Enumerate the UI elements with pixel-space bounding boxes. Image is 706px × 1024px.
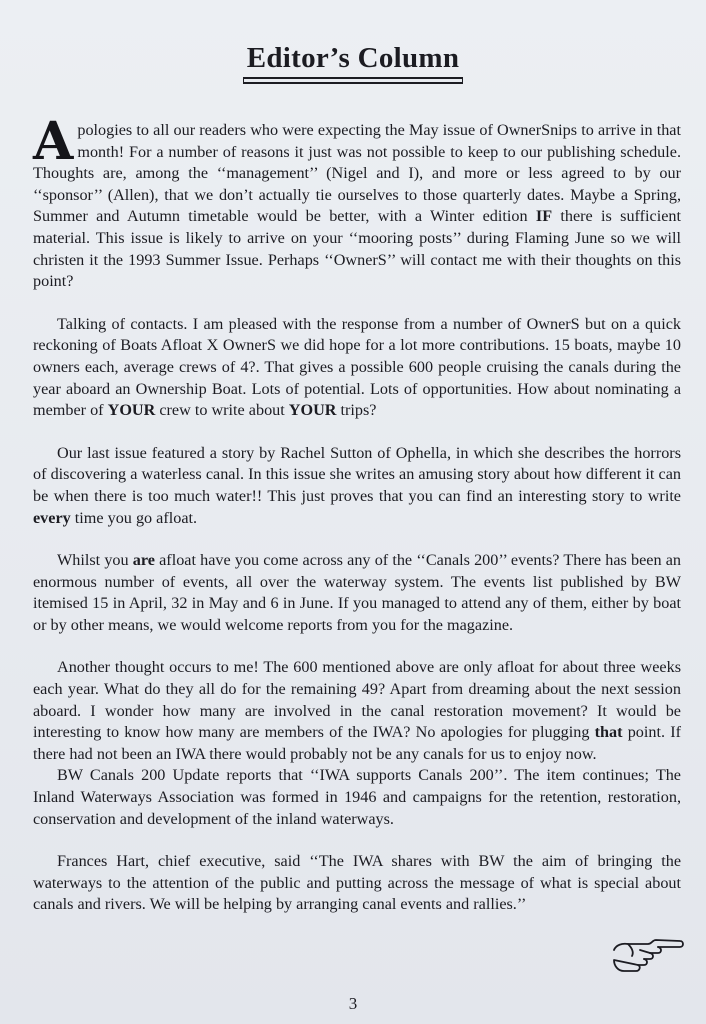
paragraph-text: crew to write about	[155, 401, 289, 420]
paragraph-text: point. If there had not been an IWA there would probably not be any canals for us to enjoy now.	[33, 723, 681, 763]
emphasis-text: YOUR	[107, 401, 156, 420]
page-number: 3	[348, 994, 358, 1013]
article-body	[33, 111, 681, 937]
pointing-hand-icon	[610, 936, 686, 976]
paragraph-text: Frances Hart, chief executive, said ‘‘The IWA shares with BW the aim of bringing the waterways to the attention of the public and putting across the message of what is special about canals and rivers. We will be helping by arranging canal events and rallies.’’	[33, 852, 681, 914]
paragraph-text: pologies to all our readers who were expecting the May issue of OwnerSnips to arrive in that month! For a number of reasons it just was not possible to keep to our publishing schedule. Thoughts are, among the ‘‘management’’ (Nigel and I), and more or less agreed to by our ‘‘sponsor’’ (Allen), that we don’t actually tie ourselves to those quarterly dates. Maybe a Spring, Summer and Autumn timetable would be better, with a Winter edition	[33, 121, 681, 226]
emphasis-text: YOUR	[288, 401, 337, 420]
paragraph-1	[33, 111, 681, 293]
paragraph-text: Talking of contacts. I am pleased with the response from a number of OwnerS but on a quick reckoning of Boats Afloat X OwnerS we did hope for a lot more contributions. 15 boats, maybe 10 owners each, average crews of 4?. That gives a possible 600 people cruising the canals during the year aboard an Ownership Boat. Lots of potential. Lots of opportunities. How about nominating a member of	[33, 314, 681, 420]
paragraph-2	[33, 314, 681, 422]
paragraph-4	[33, 550, 681, 636]
page-title: Editor’s Column	[243, 42, 464, 79]
emphasis-text: every	[33, 508, 71, 527]
emphasis-text: that	[594, 723, 623, 742]
paragraph-text: there is sufficient material. This issue is likely to arrive on your ‘‘mooring posts’’ during Flaming June so we will christen it the 1993 Summer Issue. Perhaps ‘‘OwnerS’’ will contact me with their thoughts on this point?	[33, 207, 681, 291]
paragraph-text: Our last issue featured a story by Rachel Sutton of Ophella, in which she describes the horrors of discovering a waterless canal. In this issue she writes an amusing story about how different it can be when there is too much water!! This just proves that you can find an interesting story to write	[33, 443, 681, 505]
emphasis-text: are	[132, 551, 155, 570]
emphasis-text: IF	[535, 207, 553, 226]
paragraph-6	[33, 765, 681, 830]
paragraph-text: BW Canals 200 Update reports that ‘‘IWA supports Canals 200’’. The item continues; The Inland Waterways Association was formed in 1946 and campaigns for the retention, restoration, conservation and development of the inland waterways.	[33, 766, 681, 828]
paragraph-text: trips?	[336, 401, 377, 420]
paragraph-3	[33, 443, 681, 529]
paragraph-text: time you go afloat.	[70, 508, 198, 527]
drop-cap: A	[33, 111, 74, 172]
paragraph-7	[33, 851, 681, 916]
title-area	[0, 42, 706, 79]
paragraph-text: afloat have you come across any of the ‘‘Canals 200’’ events? There has been an enormous number of events, all over the waterway system. The events list published by BW itemised 15 in April, 32 in May and 6 in June. If you managed to attend any of them, either by boat or by other means, we would welcome reports from you for the magazine.	[33, 551, 681, 634]
paragraph-text: Another thought occurs to me! The 600 mentioned above are only afloat for about three weeks each year. What do they all do for the remaining 49? Apart from dreaming about the next session aboard. I wonder how many are involved in the canal restoration movement? It would be interesting to know how many are members of the IWA? No apologies for plugging	[33, 658, 681, 742]
paragraph-5	[33, 657, 681, 765]
paragraph-text: Whilst you	[57, 551, 133, 570]
